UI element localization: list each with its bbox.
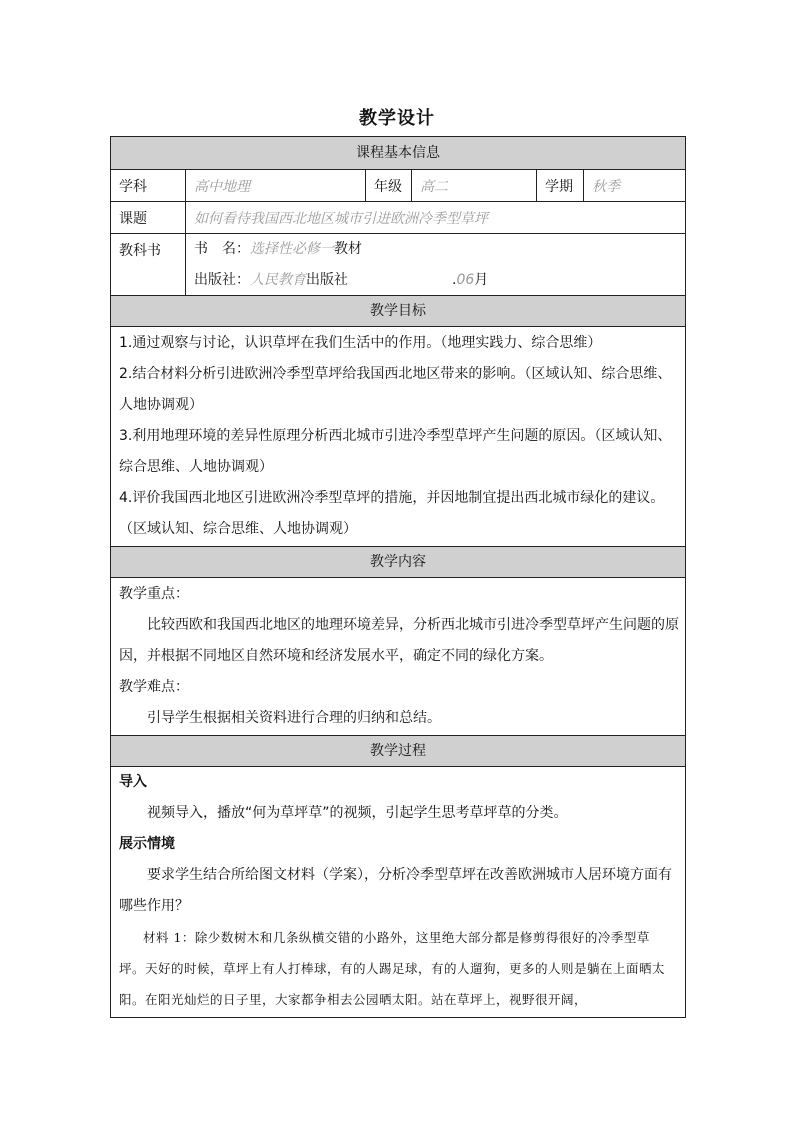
objectives-list — [111, 327, 685, 547]
textbook-label: 教科书 — [111, 234, 186, 295]
date-dot: . — [452, 272, 457, 288]
publisher-suffix: 出版社 — [306, 272, 348, 288]
process-header: 教学过程 — [111, 736, 685, 767]
grade-label: 年级 — [366, 170, 412, 201]
lesson-plan-table — [110, 136, 686, 1018]
date-month-suffix: 月 — [474, 272, 489, 288]
subject-label: 学科 — [111, 170, 186, 201]
key-points-text: 比较西欧和我国西北地区的地理环境差异，分析西北城市引进冷季型草坪产生问题的原因，并根据不同地区自然环境和经济发展水平，确定不同的绿化方案。 — [119, 617, 679, 664]
publisher-value: 人民教育 — [250, 272, 306, 288]
difficulty-label: 教学难点： — [119, 679, 189, 695]
content-header: 教学内容 — [111, 547, 685, 578]
key-points-label: 教学重点： — [119, 586, 189, 602]
basic-info-header: 课程基本信息 — [111, 137, 685, 170]
book-name-line — [194, 234, 685, 265]
objective-item: 1.通过观察与讨论，认识草坪在我们生活中的作用。（地理实践力、综合思维） — [119, 335, 602, 351]
difficulty-text: 引导学生根据相关资料进行合理的归纳和总结。 — [147, 710, 441, 726]
objectives-header: 教学目标 — [111, 296, 685, 327]
topic-label: 课题 — [111, 202, 186, 233]
scene-text: 要求学生结合所给图文材料（学案），分析冷季型草坪在改善欧洲城市人居环境方面有哪些作用？ — [119, 867, 672, 914]
process-section — [111, 767, 685, 1018]
book-name-label: 书 名： — [194, 241, 250, 257]
date-month-value: 06 — [456, 272, 475, 288]
document-title: 教学设计 — [359, 108, 435, 129]
book-name-value: 选择性必修一 — [250, 241, 334, 257]
content-section — [111, 578, 685, 736]
grade-value: 高二 — [412, 170, 537, 201]
book-name-suffix: 教材 — [334, 241, 362, 257]
topic-value: 如何看待我国西北地区城市引进欧洲冷季型草坪 — [194, 210, 488, 227]
objective-item: 2.结合材料分析引进欧洲冷季型草坪给我国西北地区带来的影响。（区域认知、综合思维、人地协调观） — [119, 366, 672, 413]
term-label: 学期 — [537, 170, 584, 201]
objective-item: 3.利用地理环境的差异性原理分析西北城市引进冷季型草坪产生问题的原因。（区域认知、综合思维、人地协调观） — [119, 428, 672, 475]
topic-row — [111, 202, 685, 234]
objective-item: 4.评价我国西北地区引进欧洲冷季型草坪的措施，并因地制宜提出西北城市绿化的建议。（区域认知、综合思维、人地协调观） — [119, 490, 665, 537]
subject-value: 高中地理 — [186, 170, 366, 201]
material-excerpt: 材料 1：除少数树木和几条纵横交错的小路外，这里绝大部分都是修剪得很好的冷季型草坪。天好的时候，草坪上有人打棒球，有的人踢足球，有的人遛狗，更多的人则是躺在上面晒太阳。在阳光灿烂的日子里，大家都争相去公园晒太阳。站在草坪上，视野很开阔， — [119, 930, 666, 1007]
intro-text: 视频导入，播放“何为草坪草”的视频，引起学生思考草坪草的分类。 — [147, 805, 568, 821]
term-value: 秋季 — [592, 178, 620, 195]
publisher-label: 出版社： — [194, 272, 250, 288]
textbook-details — [186, 234, 685, 295]
scene-heading: 展示情境 — [119, 836, 175, 852]
subject-row — [111, 170, 685, 202]
publisher-line — [194, 265, 685, 296]
textbook-row — [111, 234, 685, 296]
intro-heading: 导入 — [119, 774, 147, 790]
